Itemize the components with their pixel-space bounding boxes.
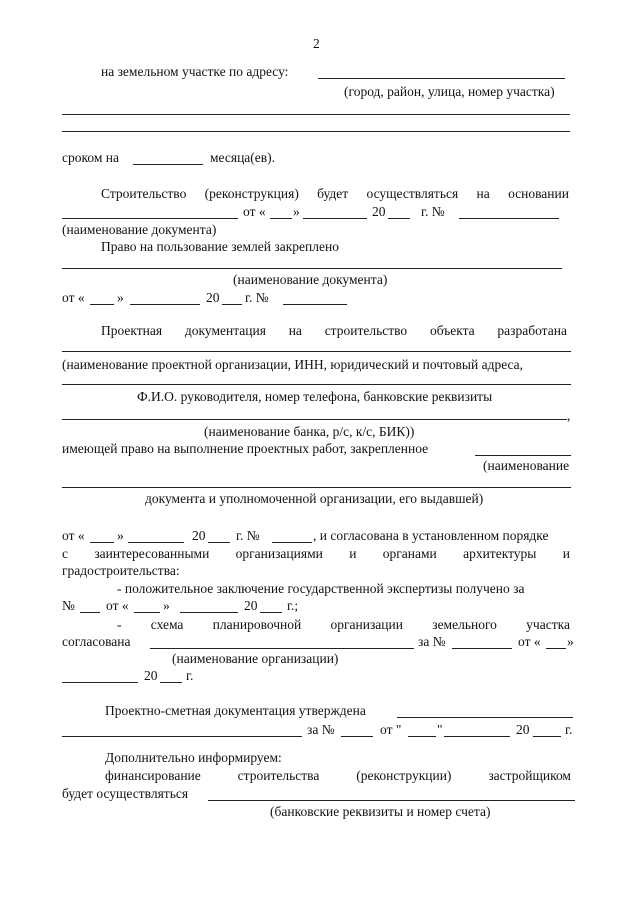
word: архитектуры [463, 546, 537, 561]
project-org-field-2[interactable] [62, 384, 571, 385]
project-org-hint: (наименование проектной организации, ИНН, юридический и почтовый адреса, [62, 357, 524, 372]
basis-number-field[interactable] [459, 218, 559, 219]
basis-day-field[interactable] [270, 218, 292, 219]
word: схема [150, 617, 184, 632]
estimate-number-field[interactable] [341, 736, 373, 737]
construction-basis-line [101, 186, 569, 202]
word: разработана [497, 323, 567, 338]
comma: , [567, 408, 571, 423]
for-no: за № [418, 634, 446, 649]
word: (реконструкции) [356, 768, 452, 783]
year-prefix: 20 [372, 204, 386, 219]
bank-account-hint: (банковские реквизиты и номер счета) [270, 804, 491, 819]
za-no: за № [307, 722, 335, 737]
financing-line [105, 768, 571, 784]
page-number: 2 [313, 36, 320, 51]
word: на [476, 186, 490, 201]
will-be-label: будет осуществляться [62, 786, 189, 801]
expertise-month-field[interactable] [180, 612, 238, 613]
word: Проектная [101, 323, 163, 338]
word: и [562, 546, 570, 561]
approval-year-field[interactable] [208, 542, 230, 543]
ot-quote: от " [380, 722, 402, 737]
expertise-day-field[interactable] [134, 612, 160, 613]
expertise-year-field[interactable] [260, 612, 282, 613]
estimate-month-field[interactable] [444, 736, 510, 737]
year-prefix: 20 [516, 722, 530, 737]
year-end: г.; [287, 598, 299, 613]
word: объекта [429, 323, 475, 338]
bank-account-field[interactable] [208, 800, 575, 801]
right-doc-field-2[interactable] [62, 487, 571, 488]
address-field-line-3[interactable] [62, 131, 570, 132]
estimate-field-2[interactable] [62, 736, 302, 737]
word: заинтересованными [94, 546, 210, 561]
approval-month-field[interactable] [128, 542, 184, 543]
land-year-field[interactable] [222, 304, 242, 305]
word: будет [317, 186, 349, 201]
basis-doc-field[interactable] [62, 218, 238, 219]
no-label: № [62, 598, 75, 613]
from-open: от « [62, 528, 85, 543]
term-label: сроком на [62, 150, 119, 165]
approved-tail: , и согласована в установленном порядке [313, 528, 549, 543]
year-prefix: 20 [192, 528, 206, 543]
close-quote: » [293, 204, 300, 219]
expertise-number-field[interactable] [80, 612, 100, 613]
word: организации [330, 617, 403, 632]
quote-close: " [437, 722, 443, 737]
close-quote: » [117, 290, 124, 305]
bank-hint: (наименование банка, р/с, к/с, БИК)) [204, 424, 415, 439]
scheme-year-field[interactable] [160, 682, 182, 683]
word: на [288, 323, 302, 338]
word: земельного [432, 617, 497, 632]
expertise-line: - положительное заключение государственной экспертизы получено за [117, 581, 525, 596]
from-word: от « [518, 634, 541, 649]
year-g: г. [565, 722, 573, 737]
address-field-line-2[interactable] [62, 114, 570, 115]
additional-info: Дополнительно информируем: [105, 750, 282, 765]
doc-name-hint: (наименование документа) [62, 222, 217, 237]
right-doc-field[interactable] [475, 455, 571, 456]
agreed-label: согласована [62, 634, 131, 649]
year-suffix: г. № [245, 290, 269, 305]
scheme-line [117, 617, 570, 633]
scheme-month-field[interactable] [62, 682, 138, 683]
land-month-field[interactable] [130, 304, 200, 305]
word: планировочной [212, 617, 302, 632]
doc-name-hint-2: (наименование документа) [233, 272, 388, 287]
term-unit: месяца(ев). [210, 150, 276, 165]
word: строительство [324, 323, 408, 338]
year-prefix: 20 [206, 290, 220, 305]
year-suffix: г. № [421, 204, 445, 219]
land-day-field[interactable] [90, 304, 114, 305]
from-word: от « [106, 598, 129, 613]
estimate-day-field[interactable] [408, 736, 436, 737]
word: осуществляться [366, 186, 459, 201]
project-doc-line [101, 323, 567, 339]
land-number-field[interactable] [283, 304, 347, 305]
year-prefix: 20 [244, 598, 258, 613]
word: и [349, 546, 357, 561]
urban-planning: градостроительства: [62, 563, 180, 578]
estimate-year-field[interactable] [533, 736, 561, 737]
year-prefix: 20 [144, 668, 158, 683]
word: с [62, 546, 68, 561]
close-quote: » [567, 634, 574, 649]
word: застройщиком [488, 768, 571, 783]
land-from-open: от « [62, 290, 85, 305]
address-field-line[interactable] [318, 78, 565, 79]
head-hint: Ф.И.О. руководителя, номер телефона, банковские реквизиты [137, 389, 493, 404]
term-field[interactable] [133, 164, 203, 165]
word: - [117, 617, 122, 632]
year-suffix: г. № [236, 528, 260, 543]
estimate-doc-label: Проектно-сметная документация утверждена [105, 703, 366, 718]
basis-year-field[interactable] [388, 218, 410, 219]
word: Строительство [101, 186, 187, 201]
basis-month-field[interactable] [303, 218, 367, 219]
word: основании [508, 186, 569, 201]
from-open: от « [243, 204, 266, 219]
land-right-label: Право на пользование землей закреплено [101, 239, 339, 254]
naming-hint: (наименование [483, 458, 570, 473]
scheme-number-field[interactable] [452, 648, 512, 649]
word: строительства [237, 768, 320, 783]
word: (реконструкция) [204, 186, 299, 201]
estimate-field[interactable] [397, 717, 573, 718]
word: участка [526, 617, 570, 632]
project-org-field[interactable] [62, 351, 571, 352]
approval-number-field[interactable] [272, 542, 312, 543]
close-quote: » [117, 528, 124, 543]
address-label: на земельном участке по адресу: [101, 64, 289, 79]
head-field[interactable] [62, 419, 567, 420]
close-quote: » [163, 598, 170, 613]
with-orgs-line [62, 546, 570, 562]
word: органами [382, 546, 437, 561]
land-doc-field[interactable] [62, 268, 562, 269]
doc-org-hint: документа и уполномоченной организации, его выдавшей) [145, 491, 484, 506]
approval-day-field[interactable] [90, 542, 114, 543]
right-to-design: имеющей право на выполнение проектных работ, закрепленное [62, 441, 429, 456]
word: документация [184, 323, 266, 338]
year-g: г. [186, 668, 194, 683]
scheme-org-field[interactable] [150, 648, 414, 649]
word: финансирование [105, 768, 201, 783]
org-name-hint: (наименование организации) [172, 651, 339, 666]
word: организациями [235, 546, 323, 561]
scheme-day-field[interactable] [546, 648, 566, 649]
address-hint: (город, район, улица, номер участка) [344, 84, 555, 99]
